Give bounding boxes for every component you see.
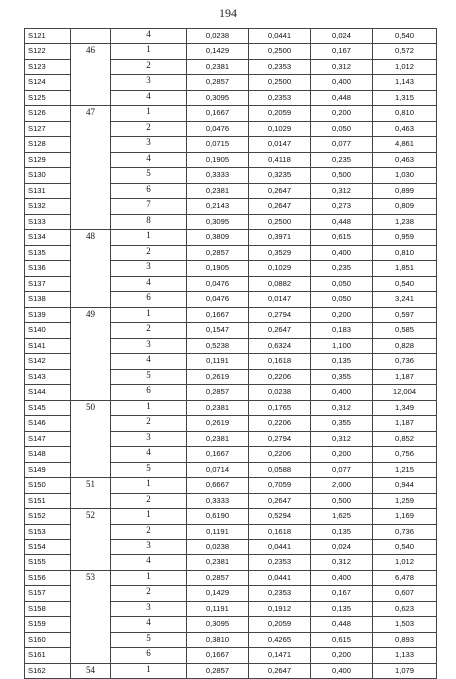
value-cell: 1,315 bbox=[373, 90, 437, 105]
value-cell: 0,2381 bbox=[187, 59, 249, 74]
value-cell: 0,1667 bbox=[187, 648, 249, 663]
value-cell: 0,463 bbox=[373, 152, 437, 167]
value-cell: 0,2353 bbox=[249, 555, 311, 570]
value-cell: 0,2500 bbox=[249, 214, 311, 229]
group-cell: 50 bbox=[71, 400, 111, 477]
value-cell: 0,1905 bbox=[187, 261, 249, 276]
value-cell: 1,349 bbox=[373, 400, 437, 415]
subindex-cell: 3 bbox=[111, 261, 187, 276]
value-cell: 0,540 bbox=[373, 539, 437, 554]
value-cell: 0,400 bbox=[311, 75, 373, 90]
value-cell: 0,5238 bbox=[187, 338, 249, 353]
value-cell: 0,3095 bbox=[187, 214, 249, 229]
subindex-cell: 1 bbox=[111, 570, 187, 585]
value-cell: 0,2647 bbox=[249, 183, 311, 198]
value-cell: 2,000 bbox=[311, 478, 373, 493]
subindex-cell: 1 bbox=[111, 478, 187, 493]
value-cell: 0,2794 bbox=[249, 431, 311, 446]
value-cell: 0,615 bbox=[311, 230, 373, 245]
subindex-cell: 4 bbox=[111, 354, 187, 369]
value-cell: 0,3333 bbox=[187, 493, 249, 508]
value-cell: 0,540 bbox=[373, 276, 437, 291]
sample-id-cell: S162 bbox=[25, 663, 71, 678]
value-cell: 0,2500 bbox=[249, 75, 311, 90]
value-cell: 0,2857 bbox=[187, 245, 249, 260]
sample-id-cell: S159 bbox=[25, 617, 71, 632]
value-cell: 0,756 bbox=[373, 447, 437, 462]
value-cell: 0,2381 bbox=[187, 400, 249, 415]
value-cell: 0,050 bbox=[311, 292, 373, 307]
value-cell: 0,235 bbox=[311, 261, 373, 276]
value-cell: 0,0238 bbox=[249, 385, 311, 400]
value-cell: 0,2794 bbox=[249, 307, 311, 322]
value-cell: 0,312 bbox=[311, 183, 373, 198]
value-cell: 0,0238 bbox=[187, 29, 249, 44]
value-cell: 0,736 bbox=[373, 354, 437, 369]
page-number: 194 bbox=[219, 6, 237, 20]
value-cell: 0,0715 bbox=[187, 137, 249, 152]
value-cell: 0,273 bbox=[311, 199, 373, 214]
value-cell: 0,1029 bbox=[249, 261, 311, 276]
value-cell: 0,400 bbox=[311, 663, 373, 678]
sample-id-cell: S158 bbox=[25, 601, 71, 616]
value-cell: 1,851 bbox=[373, 261, 437, 276]
subindex-cell: 4 bbox=[111, 555, 187, 570]
value-cell: 1,169 bbox=[373, 509, 437, 524]
value-cell: 0,3235 bbox=[249, 168, 311, 183]
value-cell: 0,607 bbox=[373, 586, 437, 601]
value-cell: 0,1905 bbox=[187, 152, 249, 167]
value-cell: 0,899 bbox=[373, 183, 437, 198]
table-body bbox=[25, 29, 437, 679]
table-row bbox=[25, 29, 437, 44]
value-cell: 0,3810 bbox=[187, 632, 249, 647]
value-cell: 0,1618 bbox=[249, 524, 311, 539]
subindex-cell: 6 bbox=[111, 648, 187, 663]
subindex-cell: 2 bbox=[111, 245, 187, 260]
value-cell: 0,400 bbox=[311, 570, 373, 585]
value-cell: 0,615 bbox=[311, 632, 373, 647]
value-cell: 0,400 bbox=[311, 385, 373, 400]
value-cell: 1,187 bbox=[373, 369, 437, 384]
sample-id-cell: S130 bbox=[25, 168, 71, 183]
value-cell: 0,2857 bbox=[187, 75, 249, 90]
group-cell: 53 bbox=[71, 570, 111, 663]
subindex-cell: 3 bbox=[111, 137, 187, 152]
value-cell: 0,1191 bbox=[187, 601, 249, 616]
value-cell: 0,500 bbox=[311, 493, 373, 508]
value-cell: 0,500 bbox=[311, 168, 373, 183]
value-cell: 0,1429 bbox=[187, 44, 249, 59]
subindex-cell: 6 bbox=[111, 385, 187, 400]
value-cell: 0,0147 bbox=[249, 292, 311, 307]
subindex-cell: 1 bbox=[111, 400, 187, 415]
value-cell: 0,6324 bbox=[249, 338, 311, 353]
value-cell: 0,312 bbox=[311, 431, 373, 446]
value-cell: 0,2500 bbox=[249, 44, 311, 59]
value-cell: 0,0238 bbox=[187, 539, 249, 554]
value-cell: 0,1029 bbox=[249, 121, 311, 136]
subindex-cell: 3 bbox=[111, 601, 187, 616]
value-cell: 1,187 bbox=[373, 416, 437, 431]
sample-id-cell: S123 bbox=[25, 59, 71, 74]
sample-id-cell: S148 bbox=[25, 447, 71, 462]
group-cell: 51 bbox=[71, 478, 111, 509]
subindex-cell: 4 bbox=[111, 152, 187, 167]
subindex-cell: 3 bbox=[111, 75, 187, 90]
sample-id-cell: S160 bbox=[25, 632, 71, 647]
sample-id-cell: S157 bbox=[25, 586, 71, 601]
value-cell: 1,100 bbox=[311, 338, 373, 353]
subindex-cell: 5 bbox=[111, 632, 187, 647]
sample-id-cell: S154 bbox=[25, 539, 71, 554]
sample-id-cell: S127 bbox=[25, 121, 71, 136]
subindex-cell: 1 bbox=[111, 509, 187, 524]
value-cell: 0,3809 bbox=[187, 230, 249, 245]
value-cell: 0,809 bbox=[373, 199, 437, 214]
group-cell: 47 bbox=[71, 106, 111, 230]
sample-id-cell: S153 bbox=[25, 524, 71, 539]
value-cell: 0,540 bbox=[373, 29, 437, 44]
value-cell: 0,235 bbox=[311, 152, 373, 167]
value-cell: 0,0147 bbox=[249, 137, 311, 152]
value-cell: 0,3095 bbox=[187, 617, 249, 632]
value-cell: 0,828 bbox=[373, 338, 437, 353]
value-cell: 0,2206 bbox=[249, 369, 311, 384]
value-cell: 0,2206 bbox=[249, 447, 311, 462]
value-cell: 0,448 bbox=[311, 617, 373, 632]
value-cell: 0,355 bbox=[311, 416, 373, 431]
value-cell: 0,6667 bbox=[187, 478, 249, 493]
value-cell: 0,024 bbox=[311, 539, 373, 554]
table-row bbox=[25, 400, 437, 415]
value-cell: 0,200 bbox=[311, 648, 373, 663]
subindex-cell: 4 bbox=[111, 617, 187, 632]
sample-id-cell: S131 bbox=[25, 183, 71, 198]
value-cell: 0,200 bbox=[311, 307, 373, 322]
value-cell: 0,463 bbox=[373, 121, 437, 136]
sample-id-cell: S151 bbox=[25, 493, 71, 508]
value-cell: 3,241 bbox=[373, 292, 437, 307]
value-cell: 1,215 bbox=[373, 462, 437, 477]
value-cell: 0,2647 bbox=[249, 323, 311, 338]
subindex-cell: 2 bbox=[111, 323, 187, 338]
value-cell: 0,3095 bbox=[187, 90, 249, 105]
table-row bbox=[25, 307, 437, 322]
value-cell: 0,0476 bbox=[187, 276, 249, 291]
group-cell: 54 bbox=[71, 663, 111, 678]
value-cell: 0,2647 bbox=[249, 663, 311, 678]
table-row bbox=[25, 230, 437, 245]
value-cell: 1,133 bbox=[373, 648, 437, 663]
value-cell: 0,024 bbox=[311, 29, 373, 44]
subindex-cell: 1 bbox=[111, 44, 187, 59]
value-cell: 1,143 bbox=[373, 75, 437, 90]
value-cell: 0,1191 bbox=[187, 354, 249, 369]
value-cell: 0,736 bbox=[373, 524, 437, 539]
value-cell: 0,2353 bbox=[249, 59, 311, 74]
value-cell: 0,6190 bbox=[187, 509, 249, 524]
value-cell: 0,1912 bbox=[249, 601, 311, 616]
value-cell: 0,200 bbox=[311, 447, 373, 462]
value-cell: 0,2647 bbox=[249, 199, 311, 214]
value-cell: 6,478 bbox=[373, 570, 437, 585]
sample-id-cell: S149 bbox=[25, 462, 71, 477]
value-cell: 0,3333 bbox=[187, 168, 249, 183]
sample-id-cell: S126 bbox=[25, 106, 71, 121]
sample-id-cell: S139 bbox=[25, 307, 71, 322]
sample-id-cell: S132 bbox=[25, 199, 71, 214]
value-cell: 0,1667 bbox=[187, 307, 249, 322]
value-cell: 0,135 bbox=[311, 601, 373, 616]
sample-id-cell: S147 bbox=[25, 431, 71, 446]
subindex-cell: 4 bbox=[111, 447, 187, 462]
sample-id-cell: S161 bbox=[25, 648, 71, 663]
value-cell: 0,448 bbox=[311, 90, 373, 105]
sample-id-cell: S125 bbox=[25, 90, 71, 105]
sample-id-cell: S138 bbox=[25, 292, 71, 307]
subindex-cell: 1 bbox=[111, 230, 187, 245]
value-cell: 0,944 bbox=[373, 478, 437, 493]
value-cell: 0,893 bbox=[373, 632, 437, 647]
group-cell: 49 bbox=[71, 307, 111, 400]
value-cell: 0,7059 bbox=[249, 478, 311, 493]
sample-id-cell: S143 bbox=[25, 369, 71, 384]
subindex-cell: 3 bbox=[111, 338, 187, 353]
group-cell: 52 bbox=[71, 509, 111, 571]
sample-id-cell: S133 bbox=[25, 214, 71, 229]
value-cell: 0,585 bbox=[373, 323, 437, 338]
value-cell: 0,1429 bbox=[187, 586, 249, 601]
value-cell: 0,077 bbox=[311, 462, 373, 477]
sample-id-cell: S152 bbox=[25, 509, 71, 524]
value-cell: 0,312 bbox=[311, 555, 373, 570]
value-cell: 0,2381 bbox=[187, 183, 249, 198]
sample-id-cell: S128 bbox=[25, 137, 71, 152]
sample-id-cell: S134 bbox=[25, 230, 71, 245]
table-row bbox=[25, 478, 437, 493]
sample-id-cell: S121 bbox=[25, 29, 71, 44]
subindex-cell: 5 bbox=[111, 168, 187, 183]
value-cell: 0,597 bbox=[373, 307, 437, 322]
value-cell: 0,1618 bbox=[249, 354, 311, 369]
value-cell: 0,1667 bbox=[187, 447, 249, 462]
value-cell: 0,3529 bbox=[249, 245, 311, 260]
value-cell: 0,167 bbox=[311, 44, 373, 59]
value-cell: 0,050 bbox=[311, 121, 373, 136]
value-cell: 0,810 bbox=[373, 106, 437, 121]
value-cell: 0,2381 bbox=[187, 555, 249, 570]
value-cell: 0,355 bbox=[311, 369, 373, 384]
value-cell: 0,2059 bbox=[249, 106, 311, 121]
subindex-cell: 2 bbox=[111, 59, 187, 74]
value-cell: 0,1765 bbox=[249, 400, 311, 415]
value-cell: 0,2857 bbox=[187, 663, 249, 678]
value-cell: 0,0441 bbox=[249, 570, 311, 585]
value-cell: 1,012 bbox=[373, 555, 437, 570]
subindex-cell: 2 bbox=[111, 416, 187, 431]
value-cell: 0,1667 bbox=[187, 106, 249, 121]
sample-id-cell: S146 bbox=[25, 416, 71, 431]
value-cell: 0,2619 bbox=[187, 369, 249, 384]
value-cell: 0,077 bbox=[311, 137, 373, 152]
value-cell: 1,503 bbox=[373, 617, 437, 632]
subindex-cell: 2 bbox=[111, 524, 187, 539]
group-cell bbox=[71, 29, 111, 44]
value-cell: 0,2353 bbox=[249, 586, 311, 601]
table-row bbox=[25, 509, 437, 524]
table-row bbox=[25, 44, 437, 59]
sample-id-cell: S140 bbox=[25, 323, 71, 338]
table-row bbox=[25, 663, 437, 678]
table-row bbox=[25, 570, 437, 585]
value-cell: 0,959 bbox=[373, 230, 437, 245]
sample-id-cell: S156 bbox=[25, 570, 71, 585]
subindex-cell: 4 bbox=[111, 276, 187, 291]
subindex-cell: 6 bbox=[111, 292, 187, 307]
value-cell: 0,810 bbox=[373, 245, 437, 260]
sample-id-cell: S142 bbox=[25, 354, 71, 369]
value-cell: 0,312 bbox=[311, 400, 373, 415]
value-cell: 0,0441 bbox=[249, 29, 311, 44]
value-cell: 0,1191 bbox=[187, 524, 249, 539]
value-cell: 0,2647 bbox=[249, 493, 311, 508]
value-cell: 1,012 bbox=[373, 59, 437, 74]
sample-id-cell: S145 bbox=[25, 400, 71, 415]
value-cell: 0,0588 bbox=[249, 462, 311, 477]
subindex-cell: 3 bbox=[111, 539, 187, 554]
value-cell: 0,2143 bbox=[187, 199, 249, 214]
value-cell: 0,1547 bbox=[187, 323, 249, 338]
value-cell: 4,861 bbox=[373, 137, 437, 152]
value-cell: 1,259 bbox=[373, 493, 437, 508]
subindex-cell: 2 bbox=[111, 586, 187, 601]
value-cell: 0,0476 bbox=[187, 121, 249, 136]
value-cell: 1,030 bbox=[373, 168, 437, 183]
value-cell: 0,200 bbox=[311, 106, 373, 121]
sample-id-cell: S136 bbox=[25, 261, 71, 276]
subindex-cell: 2 bbox=[111, 121, 187, 136]
group-cell: 48 bbox=[71, 230, 111, 307]
sample-id-cell: S122 bbox=[25, 44, 71, 59]
sample-id-cell: S129 bbox=[25, 152, 71, 167]
subindex-cell: 4 bbox=[111, 90, 187, 105]
subindex-cell: 2 bbox=[111, 493, 187, 508]
value-cell: 0,050 bbox=[311, 276, 373, 291]
subindex-cell: 7 bbox=[111, 199, 187, 214]
value-cell: 0,572 bbox=[373, 44, 437, 59]
value-cell: 1,079 bbox=[373, 663, 437, 678]
value-cell: 0,2059 bbox=[249, 617, 311, 632]
value-cell: 0,312 bbox=[311, 59, 373, 74]
sample-id-cell: S135 bbox=[25, 245, 71, 260]
sample-id-cell: S155 bbox=[25, 555, 71, 570]
sample-id-cell: S141 bbox=[25, 338, 71, 353]
value-cell: 0,2857 bbox=[187, 385, 249, 400]
value-cell: 0,0476 bbox=[187, 292, 249, 307]
value-cell: 0,183 bbox=[311, 323, 373, 338]
value-cell: 0,5294 bbox=[249, 509, 311, 524]
subindex-cell: 8 bbox=[111, 214, 187, 229]
value-cell: 0,1471 bbox=[249, 648, 311, 663]
data-table bbox=[24, 28, 437, 679]
value-cell: 0,3971 bbox=[249, 230, 311, 245]
value-cell: 1,238 bbox=[373, 214, 437, 229]
value-cell: 0,852 bbox=[373, 431, 437, 446]
subindex-cell: 1 bbox=[111, 663, 187, 678]
subindex-cell: 5 bbox=[111, 369, 187, 384]
group-cell: 46 bbox=[71, 44, 111, 106]
value-cell: 0,2353 bbox=[249, 90, 311, 105]
value-cell: 0,0714 bbox=[187, 462, 249, 477]
subindex-cell: 3 bbox=[111, 431, 187, 446]
value-cell: 0,448 bbox=[311, 214, 373, 229]
value-cell: 0,135 bbox=[311, 524, 373, 539]
sample-id-cell: S137 bbox=[25, 276, 71, 291]
value-cell: 0,623 bbox=[373, 601, 437, 616]
sample-id-cell: S144 bbox=[25, 385, 71, 400]
value-cell: 0,0882 bbox=[249, 276, 311, 291]
subindex-cell: 1 bbox=[111, 106, 187, 121]
subindex-cell: 5 bbox=[111, 462, 187, 477]
value-cell: 0,4118 bbox=[249, 152, 311, 167]
value-cell: 0,0441 bbox=[249, 539, 311, 554]
value-cell: 1,625 bbox=[311, 509, 373, 524]
value-cell: 0,135 bbox=[311, 354, 373, 369]
sample-id-cell: S124 bbox=[25, 75, 71, 90]
value-cell: 0,2619 bbox=[187, 416, 249, 431]
value-cell: 12,004 bbox=[373, 385, 437, 400]
subindex-cell: 4 bbox=[111, 29, 187, 44]
value-cell: 0,167 bbox=[311, 586, 373, 601]
value-cell: 0,2381 bbox=[187, 431, 249, 446]
value-cell: 0,4265 bbox=[249, 632, 311, 647]
sample-id-cell: S150 bbox=[25, 478, 71, 493]
value-cell: 0,400 bbox=[311, 245, 373, 260]
subindex-cell: 1 bbox=[111, 307, 187, 322]
subindex-cell: 6 bbox=[111, 183, 187, 198]
value-cell: 0,2206 bbox=[249, 416, 311, 431]
table-row bbox=[25, 106, 437, 121]
value-cell: 0,2857 bbox=[187, 570, 249, 585]
